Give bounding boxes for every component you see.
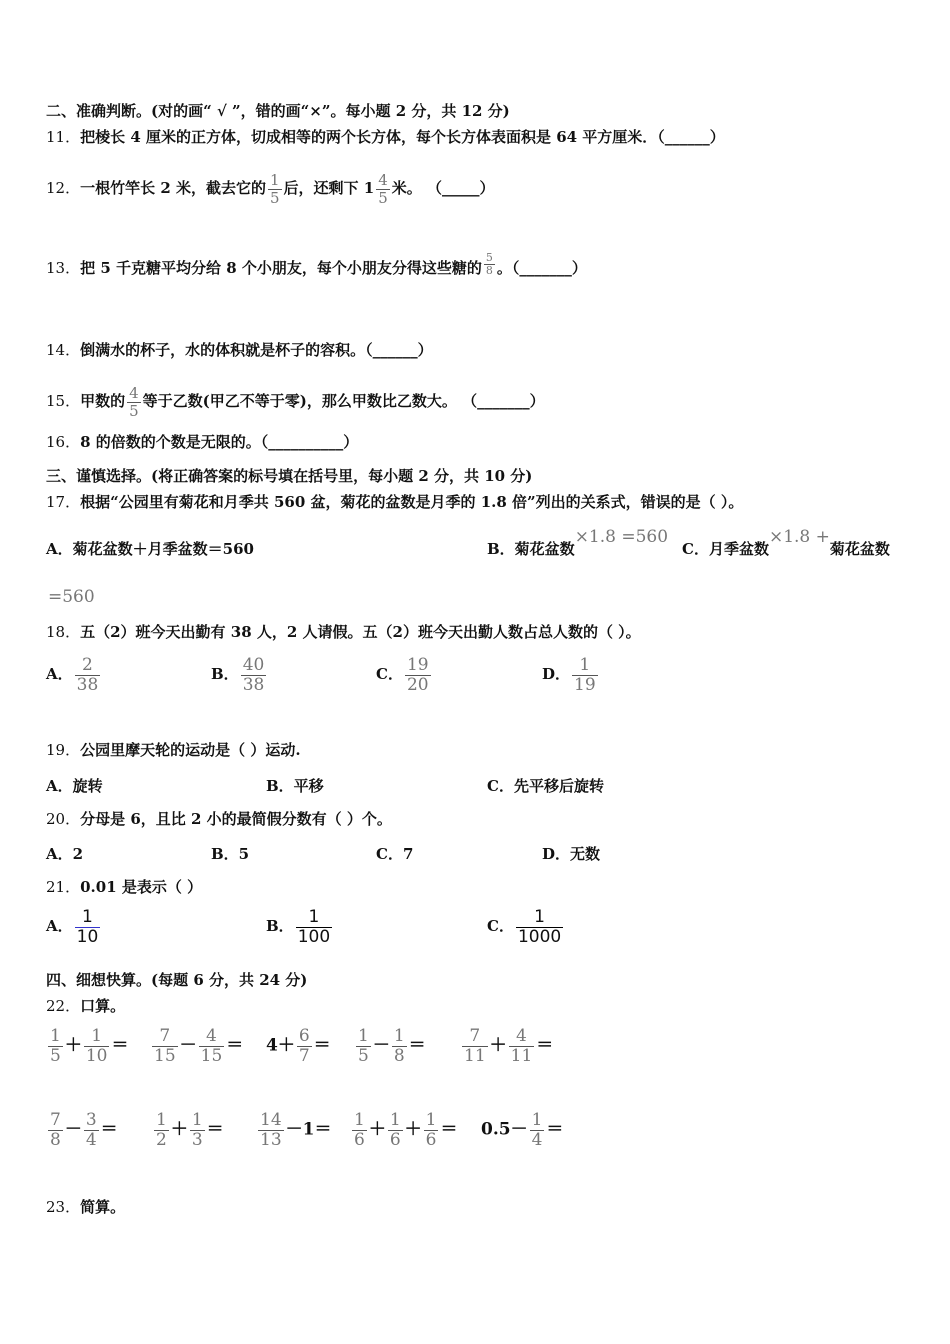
q22-r2-item-5 <box>481 1111 563 1149</box>
num: 14 <box>260 1110 282 1130</box>
section-2-title: 二、准确判断。(对的画“ √ ”，错的画“×”。每小题 2 分，共 12 分) <box>46 102 510 120</box>
equals: ＝ <box>226 1035 244 1056</box>
q21-b-den: 100 <box>297 926 331 947</box>
q17-option-b <box>487 526 669 558</box>
q21-b-num: 1 <box>308 907 320 927</box>
q12-text-a: 一根竹竿长 2 米，截去它的 <box>80 179 266 197</box>
q21-option-b <box>266 908 334 946</box>
q13-fraction <box>484 252 495 277</box>
equals: ＝ <box>440 1119 458 1140</box>
q20-number: 20． <box>46 810 81 828</box>
q21-text: 0.01 是表示（ ） <box>80 878 203 896</box>
q11-text: 把棱长 4 厘米的正方体，切成相等的两个长方体，每个长方体表面积是 64 平方厘米．（______） <box>80 128 725 146</box>
q20-text: 分母是 6，且比 2 小的最简假分数有（ ）个。 <box>80 810 392 828</box>
q18-option-d-fraction <box>572 656 598 694</box>
q17-option-c-text-2: 菊花盆数 <box>829 540 890 558</box>
den: 3 <box>191 1129 203 1150</box>
q17-option-b-expr: ×1.8 =560 <box>574 527 669 547</box>
q22-r2-1-f1 <box>48 1111 63 1149</box>
q21-option-b-fraction <box>296 908 332 946</box>
q18-option-b-fraction <box>241 656 267 694</box>
q12-f1-den: 5 <box>269 188 280 207</box>
q18-a-num: 2 <box>82 655 93 675</box>
q22-r2-item-1 <box>46 1111 118 1149</box>
operator: － <box>64 1119 82 1140</box>
q22-r2-4-f2 <box>388 1111 403 1149</box>
q22-number: 22． <box>46 997 81 1015</box>
q22-r2-5-f2 <box>530 1111 545 1149</box>
q22-r2-item-3 <box>256 1111 331 1149</box>
num: 1 <box>50 1026 61 1046</box>
equals: ＝ <box>100 1119 118 1140</box>
q12-fraction-1 <box>268 172 282 206</box>
q21-a-num: 1 <box>82 907 93 927</box>
q13-f-num: 5 <box>485 251 493 264</box>
q17-option-c <box>682 526 890 558</box>
q19-number: 19． <box>46 741 81 759</box>
question-13 <box>46 252 587 278</box>
q11-number: 11． <box>46 128 81 146</box>
q12-f2-den: 5 <box>378 188 388 207</box>
question-19 <box>46 740 301 760</box>
q12-fraction-2 <box>376 172 390 206</box>
num: 7 <box>469 1026 481 1046</box>
q18-a-den: 38 <box>76 674 99 695</box>
q22-r2-item-4 <box>350 1111 457 1149</box>
den: 4 <box>531 1129 543 1150</box>
q18-option-b <box>211 656 268 694</box>
q18-b-num: 40 <box>242 655 265 675</box>
q18-option-a <box>46 656 102 694</box>
q22-r1-1-f1 <box>48 1027 63 1065</box>
question-18 <box>46 622 641 642</box>
question-14 <box>46 340 433 360</box>
q22-r1-1-f2 <box>84 1027 110 1065</box>
q15-f-den: 5 <box>129 401 139 420</box>
section-3-title: 三、谨慎选择。(将正确答案的标号填在括号里，每小题 2 分，共 10 分) <box>46 467 533 485</box>
q12-f1-num: 1 <box>269 171 280 189</box>
q14-text: 倒满水的杯子，水的体积就是杯子的容积。（______） <box>80 341 433 359</box>
equals: ＝ <box>546 1119 564 1140</box>
num: 1 <box>191 1110 203 1130</box>
num: 4 <box>516 1026 527 1046</box>
q23-number: 23． <box>46 1198 81 1216</box>
q22-r1-item-2 <box>150 1027 243 1065</box>
q17-text: 根据“公园里有菊花和月季共 560 盆，菊花的盆数是月季的 1.8 倍”列出的关系式，错误的是（ ）。 <box>80 493 744 511</box>
whole-part: 0.5－ <box>481 1119 528 1140</box>
num: 1 <box>358 1026 369 1046</box>
q15-number: 15． <box>46 392 81 410</box>
q18-d-num: 1 <box>579 655 591 675</box>
q19-option-c: C．先平移后旋转 <box>487 777 604 795</box>
den: 6 <box>425 1129 437 1150</box>
q20-option-b: B．5 <box>211 845 250 863</box>
q15-fraction <box>127 385 141 419</box>
q15-text-a: 甲数的 <box>80 392 126 410</box>
q21-c-num: 1 <box>534 907 545 927</box>
q17-option-c-expr: ×1.8 + <box>768 527 830 547</box>
q21-option-a-fraction <box>75 908 101 946</box>
operator: ＋ <box>489 1035 507 1056</box>
q18-option-c-fraction <box>405 656 431 694</box>
den: 8 <box>50 1129 61 1150</box>
q22-text: 口算。 <box>80 997 126 1015</box>
q21-option-c-fraction <box>516 908 563 946</box>
den: 15 <box>200 1045 223 1066</box>
q18-c-den: 20 <box>406 674 429 695</box>
num: 1 <box>91 1026 103 1046</box>
q19-option-b: B．平移 <box>266 777 324 795</box>
q23-text: 简算。 <box>80 1198 126 1216</box>
num: 6 <box>298 1026 310 1046</box>
q18-option-a-label: A． <box>46 665 73 684</box>
q17-option-a: A．菊花盆数＋月季盆数＝560 <box>46 540 254 558</box>
equals: ＝ <box>313 1035 331 1056</box>
num: 4 <box>206 1026 217 1046</box>
q14-number: 14． <box>46 341 81 359</box>
den: 11 <box>510 1045 533 1066</box>
q22-r1-item-4 <box>354 1027 426 1065</box>
q17-option-c-continued: =560 <box>48 587 95 607</box>
q22-r1-2-f2 <box>199 1027 225 1065</box>
den: 15 <box>154 1045 176 1066</box>
q18-number: 18． <box>46 623 81 641</box>
den: 5 <box>50 1045 61 1066</box>
q22-r2-1-f2 <box>84 1111 99 1149</box>
q16-text: 8 的倍数的个数是无限的。（__________） <box>80 433 359 451</box>
q13-f-den: 8 <box>485 264 493 278</box>
den: 13 <box>260 1129 282 1150</box>
equals: ＝ <box>536 1035 554 1056</box>
question-15 <box>46 385 545 419</box>
q22-r1-2-f1 <box>152 1027 178 1065</box>
q22-r2-4-f3 <box>424 1111 439 1149</box>
q18-option-c-label: C． <box>376 665 403 684</box>
den: 10 <box>85 1045 108 1066</box>
q12-text-b: 后，还剩下 1 <box>283 179 375 197</box>
q12-f2-num: 4 <box>378 171 388 189</box>
q22-r2-2-f1 <box>154 1111 169 1149</box>
q22-r1-5-f1 <box>462 1027 488 1065</box>
den: 8 <box>393 1045 405 1066</box>
equals: ＝ <box>111 1035 129 1056</box>
q17-number: 17． <box>46 493 81 511</box>
question-20 <box>46 809 392 829</box>
den: 2 <box>156 1129 167 1150</box>
q16-number: 16． <box>46 433 81 451</box>
q20-option-d: D．无数 <box>542 845 601 863</box>
q18-option-d <box>542 656 600 694</box>
tail: －1＝ <box>285 1119 332 1140</box>
den: 4 <box>85 1129 97 1150</box>
q18-d-den: 19 <box>574 674 596 695</box>
q22-r1-item-5 <box>460 1027 553 1065</box>
den: 5 <box>358 1045 369 1066</box>
q15-text-b: 等于乙数(甲乙不等于零)，那么甲数比乙数大。 （_______） <box>142 392 545 410</box>
q13-text-b: 。（_______） <box>496 259 587 277</box>
num: 1 <box>393 1026 405 1046</box>
num: 1 <box>425 1110 437 1130</box>
q21-option-c <box>487 908 565 946</box>
q22-r2-3-f1 <box>258 1111 284 1149</box>
q17-option-b-text: B．菊花盆数 <box>487 540 575 558</box>
operator: ＋ <box>404 1119 422 1140</box>
q20-option-a: A．2 <box>46 845 84 863</box>
den: 7 <box>298 1045 310 1066</box>
num: 1 <box>354 1110 365 1130</box>
operator: － <box>372 1035 390 1056</box>
equals: ＝ <box>206 1119 224 1140</box>
num: 1 <box>156 1110 167 1130</box>
q18-option-c <box>376 656 433 694</box>
q21-number: 21． <box>46 878 81 896</box>
q18-text: 五（2）班今天出勤有 38 人，2 人请假。五（2）班今天出勤人数占总人数的（ ）。 <box>80 623 641 641</box>
q22-r1-item-3 <box>266 1027 331 1065</box>
operator: ＋ <box>368 1119 386 1140</box>
question-11 <box>46 127 725 147</box>
q15-f-num: 4 <box>129 384 139 402</box>
den: 11 <box>464 1045 486 1066</box>
q18-option-a-fraction <box>75 656 101 694</box>
q22-r2-item-2 <box>152 1111 224 1149</box>
q18-option-b-label: B． <box>211 665 239 684</box>
equals: ＝ <box>408 1035 426 1056</box>
q22-r2-4-f1 <box>352 1111 367 1149</box>
question-21 <box>46 877 202 897</box>
section-4-title: 四、细想快算。(每题 6 分，共 24 分) <box>46 971 308 989</box>
num: 7 <box>50 1110 61 1130</box>
operator: ＋ <box>64 1035 82 1056</box>
q12-text-c: 米。 （_____） <box>391 179 495 197</box>
q22-r1-5-f2 <box>509 1027 535 1065</box>
q19-option-a: A．旋转 <box>46 777 103 795</box>
num: 7 <box>159 1026 171 1046</box>
q22-r2-2-f2 <box>190 1111 205 1149</box>
num: 1 <box>531 1110 543 1130</box>
q21-c-den: 1000 <box>517 926 562 947</box>
operator: － <box>179 1035 197 1056</box>
whole-part: 4＋ <box>266 1035 295 1056</box>
question-22 <box>46 996 125 1016</box>
q21-a-den: 10 <box>76 926 99 947</box>
question-12 <box>46 172 494 206</box>
q18-c-num: 19 <box>406 655 429 675</box>
q19-text: 公园里摩天轮的运动是（ ）运动. <box>80 741 301 759</box>
q17-option-c-text: C．月季盆数 <box>682 540 769 558</box>
q22-r1-4-f1 <box>356 1027 371 1065</box>
q22-r1-3-f2 <box>297 1027 312 1065</box>
num: 3 <box>85 1110 97 1130</box>
q13-text-a: 把 5 千克糖平均分给 8 个小朋友，每个小朋友分得这些糖的 <box>80 259 482 277</box>
q12-number: 12． <box>46 179 81 197</box>
q20-option-c: C．7 <box>376 845 414 863</box>
q21-option-a <box>46 908 102 946</box>
q13-number: 13． <box>46 259 81 277</box>
operator: ＋ <box>170 1119 188 1140</box>
q21-option-c-label: C． <box>487 917 514 936</box>
den: 6 <box>354 1129 365 1150</box>
q21-option-a-label: A． <box>46 917 73 936</box>
q18-b-den: 38 <box>242 674 265 695</box>
den: 6 <box>389 1129 401 1150</box>
question-17 <box>46 492 743 512</box>
question-23 <box>46 1197 125 1217</box>
q22-r1-item-1 <box>46 1027 128 1065</box>
q18-option-d-label: D． <box>542 665 571 684</box>
question-16 <box>46 432 358 452</box>
q22-r1-4-f2 <box>392 1027 407 1065</box>
num: 1 <box>389 1110 401 1130</box>
q21-option-b-label: B． <box>266 917 294 936</box>
